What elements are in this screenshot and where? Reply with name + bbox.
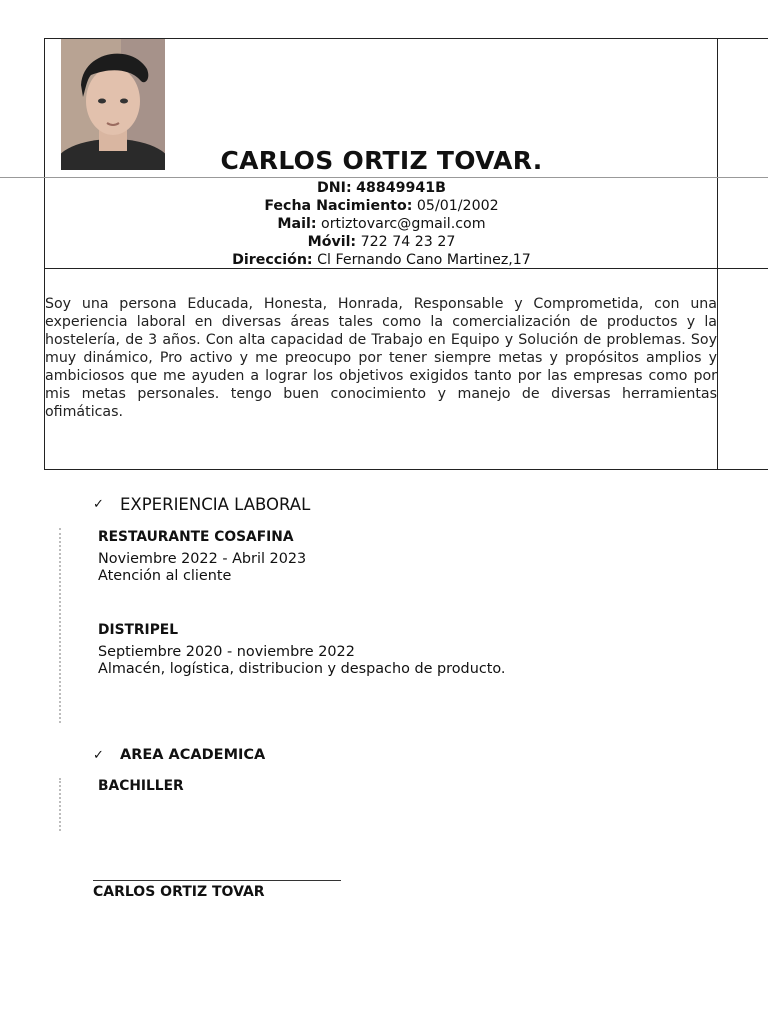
birth-label: Fecha Nacimiento:: [264, 198, 413, 214]
mail-value: ortiztovarc@gmail.com: [321, 216, 486, 232]
mail-label: Mail:: [277, 216, 317, 232]
academic-title: AREA ACADEMICA: [120, 747, 266, 763]
birth-line: [45, 197, 718, 215]
experience-title: EXPERIENCIA LABORAL: [120, 495, 311, 514]
address-label: Dirección:: [232, 252, 313, 268]
job-entry: [98, 529, 306, 586]
contact-info: [45, 179, 718, 269]
signature-line: [93, 880, 341, 881]
check-icon: ✓: [93, 497, 104, 512]
mobile-value: 722 74 23 27: [360, 234, 456, 250]
address-value: Cl Fernando Cano Martinez,17: [317, 252, 531, 268]
mobile-label: Móvil:: [307, 234, 357, 250]
check-icon: ✓: [93, 747, 104, 763]
job-company: RESTAURANTE COSAFINA: [98, 529, 294, 545]
mail-line: [45, 215, 718, 233]
experience-heading: [93, 495, 310, 514]
job-role: Almacén, logística, distribucion y despacho de producto.: [98, 661, 506, 677]
job-period: Noviembre 2022 - Abril 2023: [98, 550, 307, 567]
dni-label: DNI:: [317, 180, 352, 196]
candidate-name: CARLOS ORTIZ TOVAR.: [220, 146, 543, 175]
frame-header-divider: [0, 177, 768, 178]
profile-summary: Soy una persona Educada, Honesta, Honrada, Responsable y Comprometida, con una experiencia laboral en diversas áreas tales como la comercialización de productos y la hostelería, de 3 años. Con alta capacidad de Trabajo en Equipo y Solución de problemas. Soy muy dinámico, Pro activo y me preocupo por tener siempre metas y propósitos amplios y ambiciosos que me ayuden a lograr los objetivos exigidos tanto por las empresas como por mis metas personales. tengo buen conocimiento y manejo de diversas herramientas ofimáticas.: [45, 296, 717, 420]
academic-dotted-rule: [59, 778, 61, 831]
job-company: DISTRIPEL: [98, 622, 179, 638]
academic-heading: [93, 747, 265, 763]
degree-entry: [98, 778, 184, 800]
mobile-line: [45, 233, 718, 251]
address-line: [45, 251, 718, 269]
dni-value: 48849941B: [356, 180, 446, 196]
job-role: Atención al cliente: [98, 568, 232, 584]
dni-line: [45, 179, 718, 197]
job-entry: [98, 622, 506, 679]
frame-bottom-border: [44, 469, 768, 470]
experience-dotted-rule: [59, 528, 61, 723]
birth-value: 05/01/2002: [416, 198, 499, 214]
job-period: Septiembre 2020 - noviembre 2022: [98, 643, 355, 660]
degree-name: BACHILLER: [98, 778, 184, 794]
signature-name: CARLOS ORTIZ TOVAR: [93, 884, 265, 900]
